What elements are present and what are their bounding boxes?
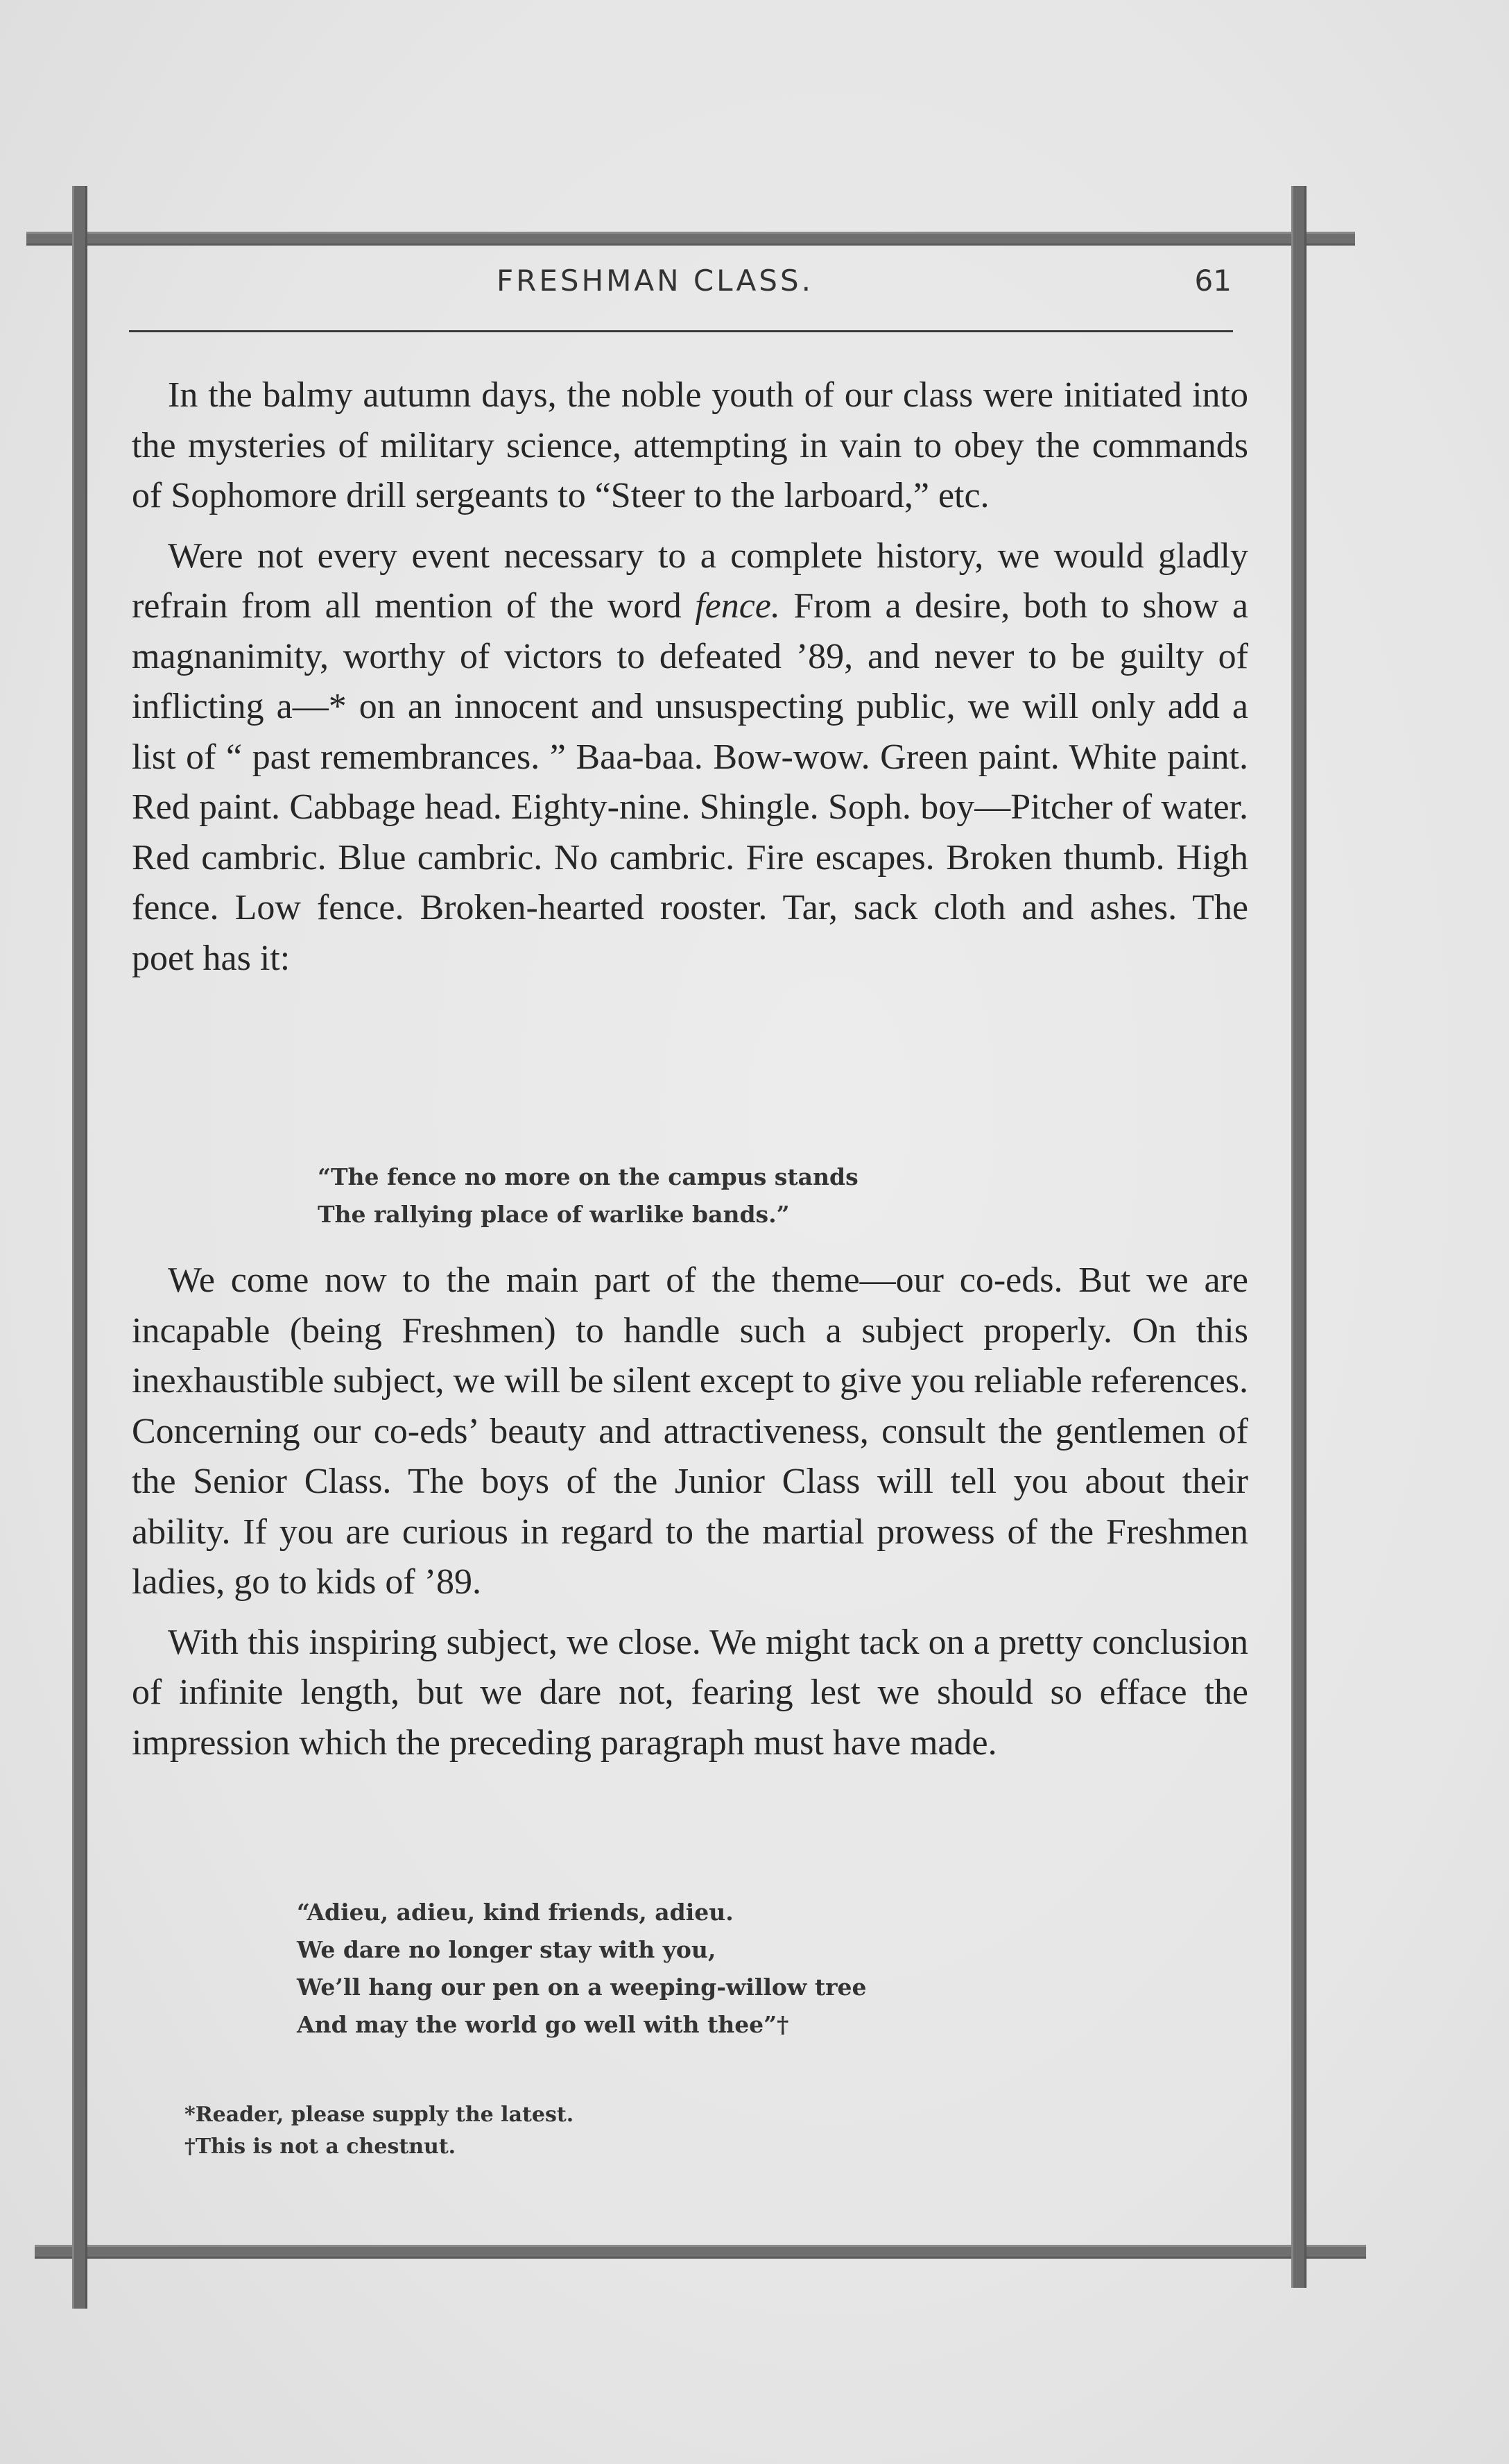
page-number: 61 xyxy=(1194,264,1232,298)
verse-line: “Adieu, adieu, kind friends, adieu. xyxy=(297,1899,734,1926)
word-fence: fence. xyxy=(695,586,780,626)
verse-line: “The fence no more on the campus stands xyxy=(318,1163,859,1190)
frame-bottom-bar xyxy=(35,2245,1366,2259)
frame-left-bar xyxy=(72,186,87,2309)
verse-line: We dare no longer stay with you, xyxy=(297,1936,716,1963)
page-header xyxy=(130,264,1232,305)
running-title: FRESHMAN CLASS. xyxy=(497,264,813,298)
footnote-dagger: †This is not a chestnut. xyxy=(184,2134,456,2159)
verse-adieu xyxy=(297,1894,866,2044)
paragraph-fence xyxy=(132,531,1248,984)
header-rule xyxy=(129,330,1233,332)
body-block-1 xyxy=(132,370,1248,993)
paragraph-military-science: In the balmy autumn days, the noble youth of our class were initiated into the mysteries of military science, attempting in vain to obey the commands of Sophomore drill sergeants to “Steer to the larboard,” etc. xyxy=(132,375,1248,515)
frame-right-bar xyxy=(1291,186,1307,2288)
paragraph-co-eds: We come now to the main part of the theme—our co-eds. But we are incapable (being Freshmen) to handle such a subject properly. On this inexhaustible subject, we will be silent except to give you reliable references. Concerning our co-eds’ beauty and attractiveness, consult the gentlemen of the Senior Class. The boys of the Junior Class will tell you about their ability. If you are curious in regard to the martial prowess of the Freshmen ladies, go to kids of ’89. xyxy=(132,1260,1248,1602)
footnotes xyxy=(184,2099,574,2163)
paragraph-fence-start: Were not every event necessary to a complete history, we would gladly refrain from all mention of the word xyxy=(132,536,1248,626)
verse-line: And may the world go well with thee”† xyxy=(297,2011,789,2038)
paragraph-closing: With this inspiring subject, we close. We might tack on a pretty conclusion of infinite length, but we dare not, fearing lest we should so efface the impression which the preceding paragraph must have made. xyxy=(132,1622,1248,1763)
verse-line: We’ll hang our pen on a weeping-willow tree xyxy=(297,1974,867,2001)
verse-line: The rallying place of warlike bands.” xyxy=(318,1201,790,1228)
footnote-asterisk: *Reader, please supply the latest. xyxy=(184,2103,574,2127)
body-block-2 xyxy=(132,1256,1248,1778)
verse-fence xyxy=(318,1158,859,1233)
frame-top-bar xyxy=(26,232,1355,246)
paragraph-fence-rest: From a desire, both to show a magnanimity, worthy of victors to defeated ’89, and never to be guilty of inflicting a—* on an innocent and unsuspecting public, we will only add a list of “ past remembrances. ” Baa-baa. Bow-wow. Green paint. White paint. Red paint. Cabbage head. Eighty-nine. Shingle. Soph. boy—Pitcher of water. Red cambric. Blue cambric. No cambric. Fire escapes. Broken thumb. High fence. Low fence. Broken-hearted rooster. Tar, sack cloth and ashes. The poet has it: xyxy=(132,586,1249,978)
